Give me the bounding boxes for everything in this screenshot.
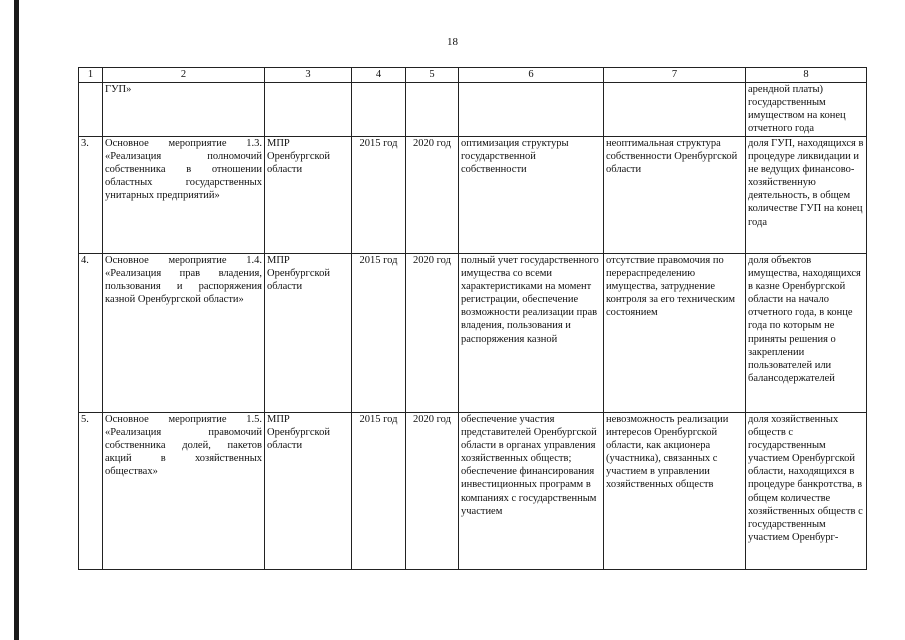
end-year: 2020 год xyxy=(406,413,459,570)
non-implementation-consequences: отсутствие правомочия по перераспределению имущества, затруднение контроля за его техническим состоянием xyxy=(604,254,746,413)
column-header: 4 xyxy=(352,68,406,83)
measures-table xyxy=(78,67,867,570)
row-number: 5. xyxy=(79,413,103,570)
measure-name: Основное мероприятие 1.3. «Реализация полномочий собственника в отношении областных государственных унитарных предприятий» xyxy=(103,137,265,254)
executor xyxy=(265,83,352,137)
indicator-link: доля хозяйственных обществ с государственным участием Оренбургской области, находящихся в процедуре банкротства, в общем количестве хозяйственных обществ с государственным участием Оренбург- xyxy=(746,413,867,570)
column-header: 2 xyxy=(103,68,265,83)
start-year: 2015 год xyxy=(352,413,406,570)
table-row xyxy=(79,254,867,413)
scan-edge-bar xyxy=(14,0,19,640)
expected-result xyxy=(459,83,604,137)
indicator-link: доля ГУП, находящихся в процедуре ликвидации и не ведущих финансово-хозяйственную деятельность, в общем количестве ГУП на конец года xyxy=(746,137,867,254)
table-header-row xyxy=(79,68,867,83)
column-header: 5 xyxy=(406,68,459,83)
indicator-link: арендной платы) государственным имуществом на конец отчетного года xyxy=(746,83,867,137)
measure-name: Основное мероприятие 1.4. «Реализация прав владения, пользования и распоряжения казной Оренбургской области» xyxy=(103,254,265,413)
expected-result: обеспечение участия представителей Оренбургской области в органах управления хозяйственных обществ; обеспечение финансирования инвестиционных программ в компаниях с государственным участием xyxy=(459,413,604,570)
measure-name: ГУП» xyxy=(103,83,265,137)
column-header: 1 xyxy=(79,68,103,83)
column-header: 7 xyxy=(604,68,746,83)
non-implementation-consequences: неоптимальная структура собственности Оренбургской области xyxy=(604,137,746,254)
executor: МПР Оренбургской области xyxy=(265,137,352,254)
expected-result: полный учет государственного имущества со всеми характеристиками на момент регистрации, обеспечение возможности реализации прав владения, пользования и распоряжения казной xyxy=(459,254,604,413)
start-year: 2015 год xyxy=(352,137,406,254)
row-number: 3. xyxy=(79,137,103,254)
end-year xyxy=(406,83,459,137)
row-number xyxy=(79,83,103,137)
table-row xyxy=(79,413,867,570)
executor: МПР Оренбургской области xyxy=(265,254,352,413)
column-header: 3 xyxy=(265,68,352,83)
non-implementation-consequences xyxy=(604,83,746,137)
row-number: 4. xyxy=(79,254,103,413)
page-number: 18 xyxy=(447,36,458,48)
expected-result: оптимизация структуры государственной собственности xyxy=(459,137,604,254)
indicator-link: доля объектов имущества, находящихся в казне Оренбургской области на начало отчетного года, в конце года по которым не приняты решения о закреплении пользователей или балансодержателей xyxy=(746,254,867,413)
end-year: 2020 год xyxy=(406,137,459,254)
table-row xyxy=(79,137,867,254)
measure-name: Основное мероприятие 1.5. «Реализация правомочий собственника долей, пакетов акций в хозяйственных обществах» xyxy=(103,413,265,570)
non-implementation-consequences: невозможность реализации интересов Оренбургской области, как акционера (участника), связанных с участием в управлении хозяйственных обществ xyxy=(604,413,746,570)
column-header: 6 xyxy=(459,68,604,83)
start-year xyxy=(352,83,406,137)
start-year: 2015 год xyxy=(352,254,406,413)
executor: МПР Оренбургской области xyxy=(265,413,352,570)
table-row xyxy=(79,83,867,137)
end-year: 2020 год xyxy=(406,254,459,413)
column-header: 8 xyxy=(746,68,867,83)
